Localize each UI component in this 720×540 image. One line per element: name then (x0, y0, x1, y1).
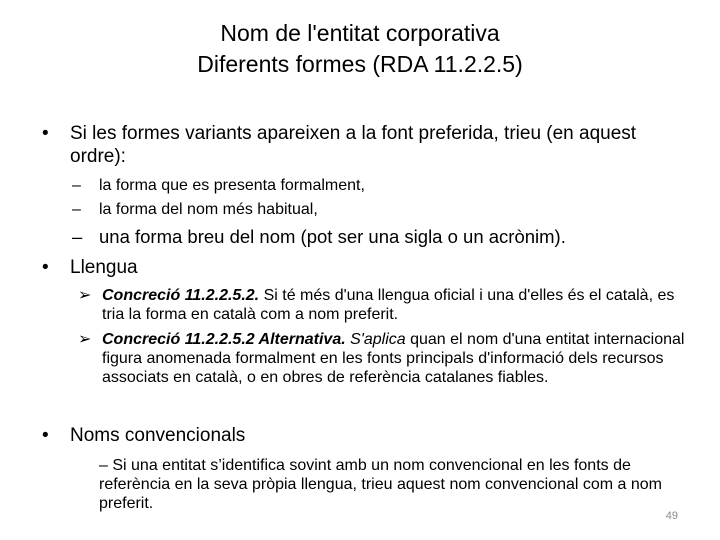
saplica-emphasis: S'aplica (350, 331, 406, 348)
dash-marker: – (72, 226, 83, 247)
concrecio-text: Si té més d'una llengua oficial i una d'elles és el català, es tria la forma en català com a nom preferit. (102, 287, 675, 323)
title-line-1: Nom de l'entitat corporativa (220, 20, 500, 46)
title-line-2: Diferents formes (RDA 11.2.2.5) (197, 51, 523, 77)
dash-marker: – (72, 177, 81, 194)
bullet-text: Llengua (70, 257, 138, 278)
arrow-marker: ➢ (78, 287, 92, 304)
concrecio-label: Concreció 11.2.2.5.2. (102, 287, 260, 304)
bullet-text: Si les formes variants apareixen a la font preferida, trieu (en aquest ordre): (70, 123, 637, 167)
dash-marker: – (72, 201, 81, 218)
slide-title (0, 18, 720, 80)
bullet-dot: • (42, 123, 49, 144)
bullet-text: Noms convencionals (70, 425, 246, 446)
dash-marker: – (99, 457, 108, 474)
subitem-text: una forma breu del nom (pot ser una sigla o un acrònim). (99, 226, 566, 247)
bullet-dot: • (42, 257, 49, 278)
bullet-llengua (42, 256, 690, 279)
subitem-forma-breu (72, 226, 709, 248)
page-number: 49 (665, 510, 678, 522)
subitem-text: la forma del nom més habitual, (99, 201, 318, 218)
subitem-text: la forma que es presenta formalment, (99, 177, 365, 194)
concrecio-alternativa-text: quan el nom d'una entitat internacional figura anomenada formalment en les fonts principals d'informació dels recursos associats en català, o en obres de referència catalanes fiables. (102, 331, 685, 386)
concrecio-alternativa-label: Concreció 11.2.2.5.2 Alternativa. (102, 331, 346, 348)
subitem-forma-formal (72, 176, 699, 196)
subitem-concrecio (78, 286, 687, 324)
subitem-text: Si una entitat s’identifica sovint amb un nom convencional en les fonts de referència en la seva pròpia llengua, trieu aquest nom convencional com a nom preferit. (99, 457, 662, 512)
subitem-concrecio-alternativa (78, 330, 687, 387)
subitem-forma-habitual (72, 200, 699, 220)
bullet-noms-convencionals (42, 424, 690, 447)
bullet-dot: • (42, 425, 49, 446)
bullet-formes-variants (42, 122, 690, 168)
arrow-marker: ➢ (78, 331, 92, 348)
subitem-nom-convencional (99, 456, 689, 513)
